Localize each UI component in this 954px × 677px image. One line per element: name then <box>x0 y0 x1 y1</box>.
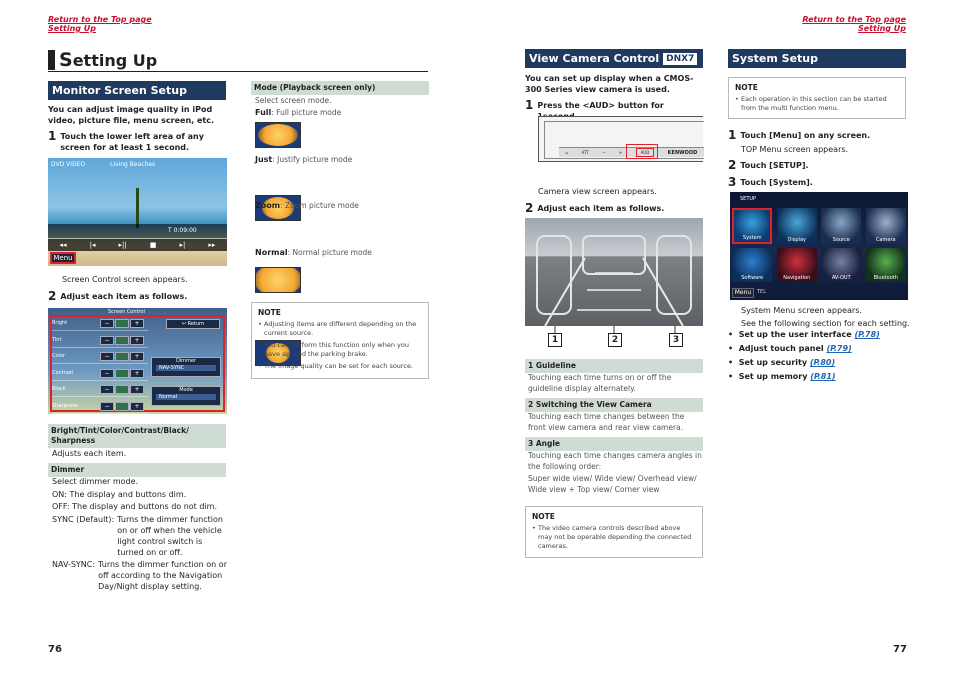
rewind-icon[interactable]: ◂◂ <box>59 241 67 249</box>
system-step-2: 2 Touch [SETUP]. <box>728 158 809 172</box>
dimmer-subheader: Dimmer <box>48 463 226 477</box>
minus-button[interactable]: − <box>602 150 606 155</box>
screen-control-screenshot <box>48 308 227 414</box>
page-number-right: 77 <box>893 644 907 655</box>
screen-control-row-label: Contrast <box>52 369 74 376</box>
section-title-text: Setting Up <box>59 48 158 71</box>
mode-intro: Select screen mode. <box>255 96 332 105</box>
dimmer-on: ON: The display and buttons dim. <box>52 490 187 499</box>
kenwood-logo: KENWOOD <box>667 149 698 156</box>
system-tile[interactable]: System <box>732 208 772 244</box>
device-illustration <box>538 116 703 162</box>
dimmer-intro: Select dimmer mode. <box>52 477 139 486</box>
system-step-3: 3 Touch [System]. <box>728 175 813 189</box>
dimmer-sync: SYNC (Default): Turns the dimmer function on or off when the vehicle light control switch is turned on or off. <box>52 515 223 557</box>
screen-control-row <box>52 336 148 348</box>
increase-button[interactable]: + <box>130 319 144 328</box>
system-step-1: 1 Touch [Menu] on any screen. <box>728 128 871 142</box>
setup-row-2 <box>730 248 908 282</box>
increase-button[interactable]: + <box>130 402 144 411</box>
switch-camera-text: Touching each time changes between the front view camera and rear view camera. <box>528 412 685 432</box>
mode-zoom: Zoom: Zoom picture mode <box>255 201 359 210</box>
setup-screenshot <box>730 192 908 300</box>
setup-row-1 <box>730 208 908 244</box>
note-system-item: • Each operation in this section can be started from the multi function menu. <box>735 95 899 113</box>
mode-subheader: Mode (Playback screen only) <box>251 81 429 95</box>
av-out-tile[interactable]: AV-OUT <box>821 248 861 282</box>
parking-guidelines <box>525 218 703 326</box>
increase-button[interactable]: + <box>130 369 144 378</box>
system-setup-header: System Setup <box>728 49 906 68</box>
video-track-label: Living Beaches <box>110 161 156 168</box>
note-system-title: NOTE <box>735 83 758 92</box>
camera-appears: Camera view screen appears. <box>538 187 657 196</box>
dimmer-select[interactable]: NAV-SYNC <box>156 365 216 371</box>
zoom-mode-icon <box>255 267 301 293</box>
guideline-subheader: 1 Guideline <box>525 359 703 373</box>
decrease-button[interactable]: − <box>100 402 114 411</box>
mode-select[interactable]: Normal <box>156 394 216 400</box>
ref-link[interactable]: (P.78) <box>854 330 880 339</box>
camera-tile[interactable]: Camera <box>866 208 906 244</box>
level-indicator <box>115 369 129 378</box>
source-tile[interactable]: Source <box>821 208 861 244</box>
palm-tree <box>136 188 166 228</box>
bullet-touch-panel: • Adjust touch panel (P.79) <box>728 344 852 353</box>
return-top-link[interactable]: Return to the Top page <box>48 15 152 24</box>
ref-link[interactable]: (P.81) <box>810 372 836 381</box>
switch-camera-subheader: 2 Switching the View Camera <box>525 398 703 412</box>
note-left-title: NOTE <box>258 308 281 317</box>
note-left <box>251 302 429 379</box>
decrease-button[interactable]: − <box>100 336 114 345</box>
callout-2: 2 <box>608 333 622 347</box>
play-pause-icon[interactable]: ▸|| <box>118 241 127 249</box>
att-button[interactable]: ATT <box>581 150 589 155</box>
monitor-step-1: 1 Touch the lower left area of any screen for at least 1 second. <box>48 129 204 152</box>
setting-up-link[interactable]: Setting Up <box>48 24 97 33</box>
return-top-link-right[interactable]: Return to the Top page <box>802 15 906 24</box>
screen-control-row-label: Tint <box>52 336 62 343</box>
dimmer-box <box>151 357 221 377</box>
note-left-item: • You can perform this function only when you have applied the parking brake. <box>258 341 422 359</box>
mode-just: Just: Justify picture mode <box>255 155 353 164</box>
section-title <box>48 48 428 72</box>
decrease-button[interactable]: − <box>100 352 114 361</box>
dnx7-badge: DNX7 <box>663 53 697 65</box>
note-system <box>728 77 906 119</box>
plus-button[interactable]: + <box>618 150 623 155</box>
bullet-user-interface: • Set up the user interface (P.78) <box>728 330 880 339</box>
ref-link[interactable]: (P.80) <box>809 358 836 367</box>
screen-control-appears: Screen Control screen appears. <box>62 275 188 284</box>
prev-icon[interactable]: |◂ <box>89 241 96 249</box>
display-tile[interactable]: Display <box>777 208 817 244</box>
guideline-text: Touching each time turns on or off the guideline display alternately. <box>528 373 672 393</box>
level-indicator <box>115 402 129 411</box>
return-button[interactable]: ↩ Return <box>166 319 220 329</box>
bullet-memory: • Set up memory (P.81) <box>728 372 836 381</box>
angle-text: Touching each time changes camera angles in the following order: <box>528 451 702 471</box>
stop-icon[interactable]: ■ <box>149 241 157 249</box>
aud-button[interactable]: AUD <box>636 148 655 157</box>
screen-control-row <box>52 352 148 364</box>
screen-control-row-label: Bright <box>52 320 68 326</box>
video-progress-bar <box>48 224 227 238</box>
note-camera <box>525 506 703 558</box>
screen-control-row <box>52 402 148 414</box>
system-menu-appears: System Menu screen appears. <box>741 306 862 315</box>
screen-control-row-label: Sharpness <box>52 402 79 409</box>
screen-control-row-label: Black <box>52 386 66 392</box>
setting-up-link-right[interactable]: Setting Up <box>857 24 906 33</box>
system-step-1-sub: TOP Menu screen appears. <box>741 145 849 154</box>
monitor-setup-header: Monitor Screen Setup <box>48 81 226 100</box>
aud-highlight <box>626 144 658 159</box>
monitor-step-2: 2 Adjust each item as follows. <box>48 289 188 303</box>
angle-order: Super wide view/ Wide view/ Overhead view/ Wide view + Top view/ Corner view <box>528 474 697 494</box>
page-number-left: 76 <box>48 644 62 655</box>
mode-full: Full: Full picture mode <box>255 108 342 117</box>
menu-button[interactable]: Menu <box>50 252 76 264</box>
view-camera-header: View Camera Control DNX7 <box>525 49 703 68</box>
camera-step-1: 1 Press the <AUD> button for <box>525 98 664 112</box>
level-indicator <box>115 319 129 328</box>
section-title-bar <box>48 50 55 70</box>
level-indicator <box>115 352 129 361</box>
monitor-intro: You can adjust image quality in iPod video, picture file, menu screen, etc. <box>48 105 215 125</box>
page-header-right <box>802 15 906 33</box>
decrease-button[interactable]: − <box>100 319 114 328</box>
screen-control-title: Screen Control <box>108 309 145 315</box>
full-mode-icon <box>255 122 301 148</box>
decrease-button[interactable]: − <box>100 385 114 394</box>
next-icon[interactable]: ▸| <box>179 241 186 249</box>
dimmer-navsync: NAV-SYNC: Turns the dimmer function on or off according to the Navigation Day/Night display setting. <box>52 560 227 591</box>
screen-control-row <box>52 319 148 331</box>
decrease-button[interactable]: − <box>100 369 114 378</box>
home-button-icon[interactable]: ⌂ <box>565 150 569 155</box>
dimmer-label: Dimmer <box>175 358 197 364</box>
video-source-label: DVD VIDEO <box>51 161 86 168</box>
bright-etc-text: Adjusts each item. <box>52 449 127 458</box>
ref-link[interactable]: (P.79) <box>826 344 852 353</box>
increase-button[interactable]: + <box>130 385 144 394</box>
setup-screen-title: SETUP <box>740 196 757 202</box>
level-indicator <box>115 385 129 394</box>
mode-label: Mode <box>179 387 193 393</box>
bullet-security: • Set up security (P.80) <box>728 358 836 367</box>
bright-etc-subheader: Bright/Tint/Color/Contrast/Black/ Sharpness <box>48 424 226 448</box>
dimmer-off: OFF: The display and buttons do not dim. <box>52 502 217 511</box>
note-camera-item: • The video camera controls described above may not be operable depending the connected cameras. <box>532 524 696 551</box>
increase-button[interactable]: + <box>130 352 144 361</box>
screen-control-row <box>52 369 148 381</box>
note-camera-title: NOTE <box>532 512 555 521</box>
increase-button[interactable]: + <box>130 336 144 345</box>
angle-subheader: 3 Angle <box>525 437 703 451</box>
forward-icon[interactable]: ▸▸ <box>208 241 216 249</box>
note-left-item: • The image quality can be set for each source. <box>258 362 422 371</box>
video-controls <box>48 239 227 251</box>
tel-label: TEL <box>757 289 766 295</box>
screen-control-row-label: Color <box>52 353 66 359</box>
navigation-tile[interactable]: Navigation <box>777 248 817 282</box>
system-bullets <box>728 328 908 384</box>
callout-3: 3 <box>669 333 683 347</box>
camera-intro: You can set up display when a CMOS-300 Series view camera is used. <box>525 74 694 94</box>
video-time: T 0:09:00 <box>168 227 197 234</box>
setup-menu-button[interactable]: Menu <box>732 288 754 298</box>
camera-step-2: 2 Adjust each item as follows. <box>525 201 665 215</box>
see-following-section: See the following section for each setting. <box>741 319 910 328</box>
screen-control-row <box>52 385 148 397</box>
software-tile[interactable]: Software <box>732 248 772 282</box>
video-screenshot <box>48 158 227 266</box>
bluetooth-tile[interactable]: Bluetooth <box>866 248 906 282</box>
level-indicator <box>115 336 129 345</box>
mode-box <box>151 386 221 406</box>
callout-1: 1 <box>548 333 562 347</box>
camera-view-screenshot <box>525 218 703 326</box>
note-left-item: • Adjusting items are different depending on the current source. <box>258 320 422 338</box>
page-header-left <box>48 15 152 33</box>
mode-normal: Normal: Normal picture mode <box>255 248 372 257</box>
